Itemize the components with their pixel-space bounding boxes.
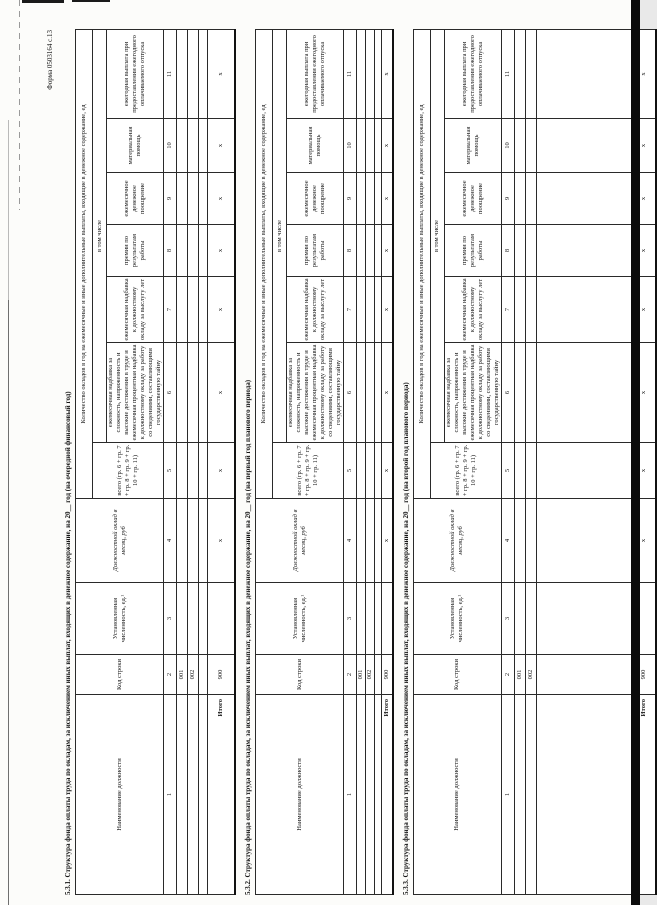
- value-cell: [199, 443, 208, 499]
- scan-edge-dash: [22, 0, 64, 3]
- col-header-monthly-salary: Должностной оклад в месяц, руб: [413, 499, 501, 583]
- page-crease: [8, 120, 9, 300]
- column-number-cell: 7: [344, 277, 357, 343]
- col-header-position-name: Наименование должности: [76, 695, 164, 895]
- col-header-performance-bonus: премии по результатам работы: [107, 225, 164, 277]
- col-header-line-code: Код строки: [256, 655, 344, 695]
- value-cell: [365, 277, 374, 343]
- value-cell: [357, 443, 366, 499]
- table-row: [374, 29, 381, 894]
- column-number-cell: 8: [501, 225, 514, 277]
- value-cell: [177, 583, 188, 655]
- value-cell: х: [208, 277, 236, 343]
- value-cell: [188, 499, 199, 583]
- value-cell: х: [381, 499, 393, 583]
- row-code-cell: 001: [177, 655, 188, 695]
- value-cell: [374, 29, 381, 118]
- value-cell: [536, 119, 632, 173]
- col-header-headcount: Установленная численность, ед.¹: [256, 583, 344, 655]
- column-number-cell: 4: [164, 499, 177, 583]
- column-number-cell: 11: [164, 29, 177, 118]
- value-cell: х: [208, 173, 236, 225]
- page-crease: [8, 300, 9, 905]
- column-number-cell: 3: [164, 583, 177, 655]
- column-number-cell: 11: [344, 29, 357, 118]
- col-header-total: всего (гр. 6 + гр. 7 + гр. 8 + гр. 9 + гр. 10 + гр. 11): [430, 443, 501, 499]
- column-number-cell: 8: [344, 225, 357, 277]
- value-cell: х: [632, 29, 656, 118]
- section-title: 5.3.3. Структура фонда оплаты труда по окладам, за исключением иных выплат, входящих в денежное содержание, на 20__ год (на второй год планового периода): [401, 382, 410, 895]
- value-cell: [525, 29, 536, 118]
- col-header-material-aid: материальная помощь: [444, 119, 501, 173]
- total-row: [381, 29, 393, 894]
- row-label-cell: [177, 695, 188, 895]
- column-number-cell: 8: [164, 225, 177, 277]
- row-label-cell: Итого: [208, 695, 236, 895]
- value-cell: х: [632, 499, 656, 583]
- value-cell: [365, 583, 374, 655]
- column-number-cell: 1: [164, 695, 177, 895]
- col-header-seniority-allowance: ежемесячная надбавка к должностному окладу за выслугу лет: [107, 277, 164, 343]
- col-header-performance-bonus: премии по результатам работы: [444, 225, 501, 277]
- column-number-cell: 4: [501, 499, 514, 583]
- value-cell: х: [632, 443, 656, 499]
- table-row: [177, 29, 188, 894]
- value-cell: [514, 119, 525, 173]
- value-cell: [177, 173, 188, 225]
- column-number-cell: 5: [501, 443, 514, 499]
- value-cell: [365, 499, 374, 583]
- column-number-cell: 5: [344, 443, 357, 499]
- column-number-cell: 7: [164, 277, 177, 343]
- col-header-including: в том числе: [273, 29, 287, 442]
- col-header-total: всего (гр. 6 + гр. 7 + гр. 8 + гр. 9 + гр. 10 + гр. 11): [93, 443, 164, 499]
- value-cell: [177, 119, 188, 173]
- value-cell: [525, 583, 536, 655]
- col-header-vacation-payment: ежегодная выплата при предоставлении ежегодного оплачиваемого отпуска: [287, 29, 344, 118]
- column-number-cell: 9: [164, 173, 177, 225]
- col-header-salaries-per-year: Количество окладов в год на ежемесячные и иные дополнительные выплаты, входящие в денежное содержание, ед: [256, 29, 273, 498]
- section-title: 5.3.1. Структура фонда оплаты труда по окладам, за исключением иных выплат, входящих в денежное содержание, на 20__ год (на очередной финансовый год): [64, 391, 72, 895]
- value-cell: [525, 443, 536, 499]
- value-cell: [374, 443, 381, 499]
- value-cell: [365, 173, 374, 225]
- column-number-cell: 3: [344, 583, 357, 655]
- value-cell: [188, 173, 199, 225]
- value-cell: [357, 583, 366, 655]
- value-cell: х: [381, 29, 393, 118]
- value-cell: х: [208, 119, 236, 173]
- value-cell: [177, 225, 188, 277]
- value-cell: [365, 225, 374, 277]
- value-cell: [365, 29, 374, 118]
- col-header-monthly-incentive: ежемесячное денежное поощрение: [444, 173, 501, 225]
- column-number-cell: 3: [501, 583, 514, 655]
- column-number-cell: 10: [501, 119, 514, 173]
- value-cell: х: [381, 173, 393, 225]
- value-cell: х: [208, 225, 236, 277]
- value-cell: [374, 173, 381, 225]
- row-label-cell: [199, 695, 208, 895]
- row-code-cell: 900: [381, 655, 393, 695]
- table-row: [365, 29, 374, 894]
- value-cell: [188, 277, 199, 343]
- value-cell: х: [632, 225, 656, 277]
- value-cell: [199, 225, 208, 277]
- column-number-cell: 10: [344, 119, 357, 173]
- salary-structure-table: [75, 29, 236, 895]
- col-header-salaries-per-year: Количество окладов в год на ежемесячные и иные дополнительные выплаты, входящие в денежное содержание, ед: [413, 29, 430, 498]
- scan-edge-dash: [72, 0, 110, 2]
- col-header-position-name: Наименование должности: [256, 695, 344, 895]
- value-cell: х: [632, 343, 656, 443]
- col-header-salaries-per-year: Количество окладов в год на ежемесячные и иные дополнительные выплаты, входящие в денежное содержание, ед: [76, 29, 93, 498]
- value-cell: [357, 277, 366, 343]
- value-cell: х: [208, 29, 236, 118]
- col-header-line-code: Код строки: [76, 655, 164, 695]
- value-cell: [536, 443, 632, 499]
- value-cell: [199, 583, 208, 655]
- value-cell: [514, 225, 525, 277]
- value-cell: [514, 29, 525, 118]
- value-cell: [188, 119, 199, 173]
- value-cell: [536, 583, 632, 655]
- value-cell: [199, 343, 208, 443]
- value-cell: [357, 343, 366, 443]
- column-number-cell: 7: [501, 277, 514, 343]
- col-header-complexity-allowance: ежемесячная надбавка за сложность, напряженность и высокие достижения в труде и ежемесячная процентная надбавка к должностному окладу за работу со сведениями, составляющими государственную тайну: [107, 343, 164, 443]
- col-header-position-name: Наименование должности: [413, 695, 501, 895]
- col-header-total: всего (гр. 6 + гр. 7 + гр. 8 + гр. 9 + гр. 10 + гр. 11): [273, 443, 344, 499]
- col-header-complexity-allowance: ежемесячная надбавка за сложность, напряженность и высокие достижения в труде и ежемесячная процентная надбавка к должностному окладу за работу со сведениями, составляющими государственную тайну: [444, 343, 501, 443]
- value-cell: х: [208, 499, 236, 583]
- col-header-monthly-salary: Должностной оклад в месяц, руб: [76, 499, 164, 583]
- value-cell: [199, 277, 208, 343]
- column-number-cell: 6: [344, 343, 357, 443]
- value-cell: [536, 277, 632, 343]
- value-cell: [525, 277, 536, 343]
- value-cell: [536, 173, 632, 225]
- value-cell: [188, 343, 199, 443]
- table-row: [514, 29, 525, 894]
- value-cell: [177, 499, 188, 583]
- row-code-cell: [536, 655, 632, 695]
- row-code-cell: 900: [632, 655, 656, 695]
- value-cell: [199, 29, 208, 118]
- value-cell: [357, 499, 366, 583]
- column-number-cell: 2: [501, 655, 514, 695]
- value-cell: [188, 583, 199, 655]
- table-row: [357, 29, 366, 894]
- row-label-cell: [365, 695, 374, 895]
- col-header-complexity-allowance: ежемесячная надбавка за сложность, напряженность и высокие достижения в труде и ежемесячная процентная надбавка к должностному окладу за работу со сведениями, составляющими государственную тайну: [287, 343, 344, 443]
- value-cell: [188, 443, 199, 499]
- col-header-line-code: Код строки: [413, 655, 501, 695]
- value-cell: [365, 119, 374, 173]
- value-cell: [357, 225, 366, 277]
- column-number-cell: 2: [164, 655, 177, 695]
- col-header-material-aid: материальная помощь: [107, 119, 164, 173]
- row-code-cell: 002: [365, 655, 374, 695]
- row-label-cell: [514, 695, 525, 895]
- value-cell: [374, 277, 381, 343]
- value-cell: [514, 173, 525, 225]
- value-cell: [536, 29, 632, 118]
- col-header-monthly-incentive: ежемесячное денежное поощрение: [287, 173, 344, 225]
- column-number-cell: 5: [164, 443, 177, 499]
- value-cell: х: [381, 343, 393, 443]
- value-cell: [374, 343, 381, 443]
- value-cell: х: [381, 119, 393, 173]
- value-cell: [365, 343, 374, 443]
- value-cell: [199, 119, 208, 173]
- value-cell: [188, 225, 199, 277]
- value-cell: [525, 499, 536, 583]
- column-number-cell: 6: [501, 343, 514, 443]
- value-cell: [514, 583, 525, 655]
- col-header-including: в том числе: [93, 29, 107, 442]
- value-cell: [188, 29, 199, 118]
- row-code-cell: 900: [208, 655, 236, 695]
- table-row: [188, 29, 199, 894]
- column-number-cell: 4: [344, 499, 357, 583]
- value-cell: [514, 343, 525, 443]
- column-number-cell: 1: [501, 695, 514, 895]
- row-code-cell: 001: [357, 655, 366, 695]
- row-label-cell: Итого: [381, 695, 393, 895]
- value-cell: [357, 119, 366, 173]
- table-row: [199, 29, 208, 894]
- table-row: [536, 29, 632, 894]
- value-cell: [357, 29, 366, 118]
- column-number-cell: 10: [164, 119, 177, 173]
- value-cell: [199, 173, 208, 225]
- row-code-cell: 002: [525, 655, 536, 695]
- value-cell: х: [632, 173, 656, 225]
- col-header-headcount: Установленная численность, ед.¹: [76, 583, 164, 655]
- col-header-seniority-allowance: ежемесячная надбавка к должностному окладу за выслугу лет: [287, 277, 344, 343]
- value-cell: [536, 343, 632, 443]
- table-row: [525, 29, 536, 894]
- value-cell: [536, 499, 632, 583]
- col-header-monthly-incentive: ежемесячное денежное поощрение: [107, 173, 164, 225]
- row-label-cell: [188, 695, 199, 895]
- value-cell: [525, 173, 536, 225]
- column-number-cell: 9: [344, 173, 357, 225]
- value-cell: х: [381, 443, 393, 499]
- value-cell: х: [632, 277, 656, 343]
- page-crease: [19, 0, 20, 210]
- value-cell: [536, 225, 632, 277]
- value-cell: [177, 29, 188, 118]
- row-label-cell: [374, 695, 381, 895]
- form-number-label: Форма 0503164 с.13: [46, 30, 54, 90]
- value-cell: [374, 119, 381, 173]
- value-cell: х: [208, 443, 236, 499]
- row-code-cell: [199, 655, 208, 695]
- column-number-cell: 11: [501, 29, 514, 118]
- section: [64, 0, 236, 905]
- value-cell: х: [381, 277, 393, 343]
- value-cell: [525, 119, 536, 173]
- column-number-cell: 2: [344, 655, 357, 695]
- value-cell: [177, 277, 188, 343]
- row-label-cell: [357, 695, 366, 895]
- row-label-cell: [536, 695, 632, 895]
- salary-structure-table: [255, 29, 394, 895]
- col-header-vacation-payment: ежегодная выплата при предоставлении ежегодного оплачиваемого отпуска: [107, 29, 164, 118]
- value-cell: [514, 277, 525, 343]
- col-header-headcount: Установленная численность, ед.¹: [413, 583, 501, 655]
- value-cell: [374, 225, 381, 277]
- value-cell: [374, 583, 381, 655]
- value-cell: [525, 343, 536, 443]
- value-cell: [199, 499, 208, 583]
- column-numbers-row: [164, 29, 177, 894]
- value-cell: х: [208, 343, 236, 443]
- value-cell: [357, 173, 366, 225]
- total-row: [208, 29, 236, 894]
- value-cell: х: [632, 119, 656, 173]
- value-cell: х: [381, 225, 393, 277]
- scan-edge-band: [631, 0, 640, 905]
- section: [402, 0, 657, 905]
- row-code-cell: 002: [188, 655, 199, 695]
- col-header-seniority-allowance: ежемесячная надбавка к должностному окладу за выслугу лет: [444, 277, 501, 343]
- col-header-performance-bonus: премии по результатам работы: [287, 225, 344, 277]
- col-header-material-aid: материальная помощь: [287, 119, 344, 173]
- section: [244, 0, 394, 905]
- row-label-cell: [525, 695, 536, 895]
- value-cell: [177, 343, 188, 443]
- value-cell: [365, 443, 374, 499]
- column-numbers-row: [344, 29, 357, 894]
- row-code-cell: 001: [514, 655, 525, 695]
- value-cell: [177, 443, 188, 499]
- section-title: 5.3.2. Структура фонда оплаты труда по окладам, за исключением иных выплат, входящих в денежное содержание, на 20__ год (на первый год планового периода): [244, 379, 252, 895]
- column-number-cell: 6: [164, 343, 177, 443]
- column-number-cell: 9: [501, 173, 514, 225]
- row-label-cell: Итого: [632, 695, 656, 895]
- col-header-including: в том числе: [430, 29, 444, 442]
- column-number-cell: 1: [344, 695, 357, 895]
- sections: [58, 0, 657, 905]
- value-cell: [525, 225, 536, 277]
- col-header-vacation-payment: ежегодная выплата при предоставлении ежегодного оплачиваемого отпуска: [444, 29, 501, 118]
- value-cell: [374, 499, 381, 583]
- col-header-monthly-salary: Должностной оклад в месяц, руб: [256, 499, 344, 583]
- value-cell: [381, 583, 393, 655]
- column-numbers-row: [501, 29, 514, 894]
- row-code-cell: [374, 655, 381, 695]
- value-cell: [514, 443, 525, 499]
- value-cell: [514, 499, 525, 583]
- salary-structure-table: [413, 29, 657, 895]
- value-cell: [208, 583, 236, 655]
